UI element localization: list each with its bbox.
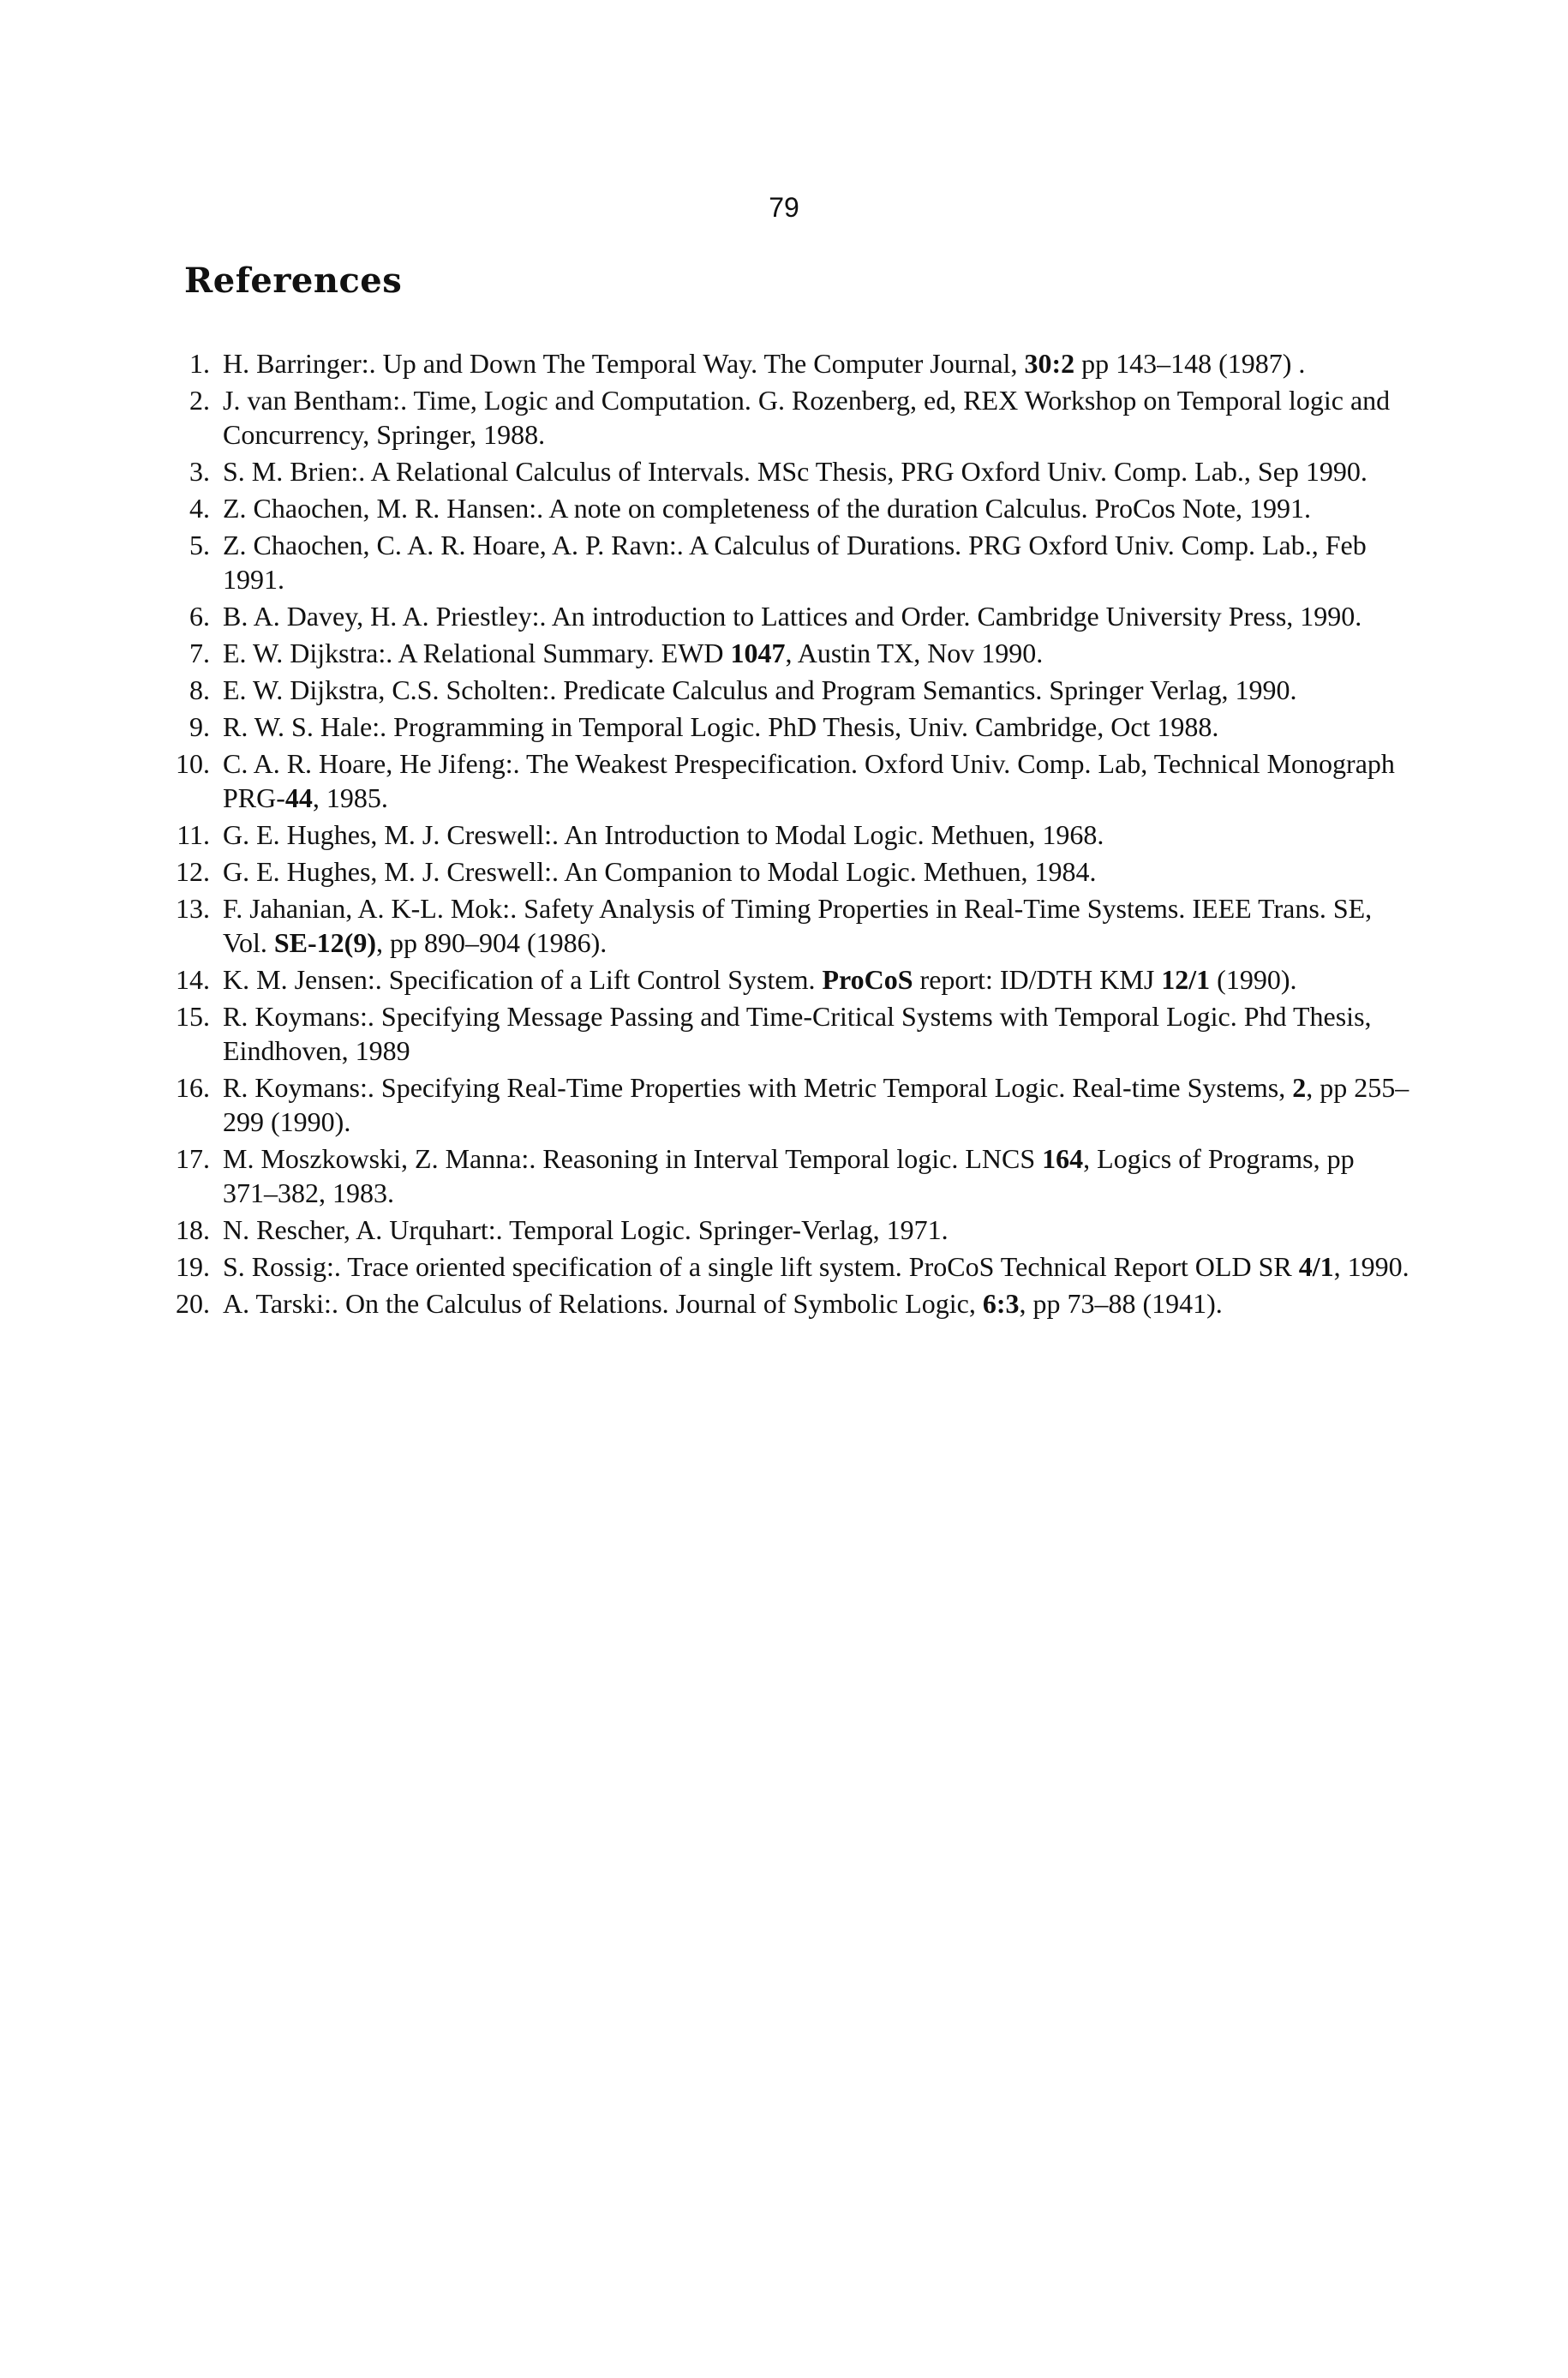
reference-number: 8. bbox=[189, 674, 210, 705]
reference-number: 11. bbox=[177, 819, 210, 850]
reference-item bbox=[0, 528, 1414, 596]
reference-text-fragment: G. E. Hughes, M. J. Creswell:. An Introduction to Modal Logic. Methuen, 1968. bbox=[223, 819, 1104, 850]
reference-item bbox=[0, 1070, 1414, 1139]
reference-text-fragment: (1990). bbox=[1210, 964, 1297, 995]
reference-item bbox=[0, 746, 1414, 815]
page-number: 79 bbox=[769, 192, 799, 223]
reference-item bbox=[0, 818, 1414, 852]
reference-bold-fragment: 164 bbox=[1042, 1143, 1084, 1174]
reference-item bbox=[0, 999, 1414, 1068]
reference-text bbox=[223, 601, 1362, 632]
reference-text bbox=[223, 348, 1305, 379]
reference-number: 12. bbox=[176, 856, 210, 887]
reference-text bbox=[223, 1072, 1409, 1137]
reference-text bbox=[223, 1251, 1409, 1282]
reference-text-fragment: R. Koymans:. Specifying Message Passing and Time-Critical Systems with Temporal Logic. Phd Thesis, Eindhoven, 1989 bbox=[223, 1001, 1372, 1066]
reference-text-fragment: M. Moszkowski, Z. Manna:. Reasoning in Interval Temporal logic. LNCS bbox=[223, 1143, 1043, 1174]
reference-bold-fragment: 1047 bbox=[730, 638, 786, 668]
reference-text bbox=[223, 638, 1043, 668]
reference-text bbox=[223, 493, 1311, 524]
reference-text bbox=[223, 819, 1104, 850]
reference-text-fragment: S. Rossig:. Trace oriented specification of a single lift system. ProCoS Technical Report OLD SR bbox=[223, 1251, 1299, 1282]
references-list bbox=[0, 346, 1568, 1323]
reference-text-fragment: F. Jahanian, A. K-L. Mok:. Safety Analysis of Timing Properties in Real-Time Systems. IEEE Trans. SE, Vol. bbox=[223, 893, 1373, 958]
reference-text bbox=[223, 1214, 949, 1245]
reference-text-fragment: , Logics of Programs, pp 371–382, 1983. bbox=[223, 1143, 1355, 1208]
reference-text-fragment: Z. Chaochen, C. A. R. Hoare, A. P. Ravn:. A Calculus of Durations. PRG Oxford Univ. Comp. Lab., Feb 1991. bbox=[223, 530, 1367, 595]
reference-item bbox=[0, 962, 1414, 997]
references-heading: References bbox=[184, 261, 403, 301]
reference-text-fragment: R. W. S. Hale:. Programming in Temporal Logic. PhD Thesis, Univ. Cambridge, Oct 1988. bbox=[223, 711, 1219, 742]
reference-bold-fragment: 30:2 bbox=[1024, 348, 1075, 379]
reference-text-fragment: C. A. R. Hoare, He Jifeng:. The Weakest Prespecification. Oxford Univ. Comp. Lab, Technical Monograph PRG- bbox=[223, 748, 1395, 813]
reference-number: 1. bbox=[189, 348, 210, 379]
reference-number: 7. bbox=[189, 638, 210, 668]
reference-text bbox=[223, 385, 1390, 450]
reference-text-fragment: A. Tarski:. On the Calculus of Relations. Journal of Symbolic Logic, bbox=[223, 1288, 983, 1319]
reference-item bbox=[0, 491, 1414, 525]
reference-text bbox=[223, 530, 1367, 595]
reference-text bbox=[223, 893, 1372, 958]
reference-number: 10. bbox=[176, 748, 210, 779]
reference-item bbox=[0, 1286, 1414, 1321]
reference-text bbox=[223, 711, 1218, 742]
reference-item bbox=[0, 891, 1414, 960]
reference-text-fragment: S. M. Brien:. A Relational Calculus of Intervals. MSc Thesis, PRG Oxford Univ. Comp. Lab., Sep 1990. bbox=[223, 456, 1368, 487]
reference-number: 20. bbox=[176, 1288, 210, 1319]
reference-number: 5. bbox=[189, 530, 210, 560]
reference-bold-fragment: 12/1 bbox=[1161, 964, 1211, 995]
reference-item bbox=[0, 1213, 1414, 1247]
reference-text bbox=[223, 748, 1395, 813]
reference-text-fragment: G. E. Hughes, M. J. Creswell:. An Companion to Modal Logic. Methuen, 1984. bbox=[223, 856, 1097, 887]
reference-item bbox=[0, 673, 1414, 707]
reference-bold-fragment: ProCoS bbox=[822, 964, 913, 995]
reference-text-fragment: , pp 255–299 (1990). bbox=[223, 1072, 1409, 1137]
reference-number: 14. bbox=[176, 964, 210, 995]
reference-number: 13. bbox=[176, 893, 210, 924]
reference-text bbox=[223, 674, 1296, 705]
reference-item bbox=[0, 1249, 1414, 1284]
reference-number: 2. bbox=[189, 385, 210, 416]
reference-text-fragment: , 1985. bbox=[312, 782, 388, 813]
reference-item bbox=[0, 346, 1414, 380]
reference-text bbox=[223, 856, 1096, 887]
reference-number: 9. bbox=[189, 711, 210, 742]
reference-item bbox=[0, 599, 1414, 633]
reference-bold-fragment: 6:3 bbox=[982, 1288, 1020, 1319]
reference-text-fragment: , pp 73–88 (1941). bbox=[1019, 1288, 1223, 1319]
reference-number: 15. bbox=[176, 1001, 210, 1032]
reference-text-fragment: J. van Bentham:. Time, Logic and Computation. G. Rozenberg, ed, REX Workshop on Temporal logic and Concurrency, Springer, 1988. bbox=[223, 385, 1391, 450]
reference-text bbox=[223, 456, 1368, 487]
reference-text-fragment: E. W. Dijkstra:. A Relational Summary. EWD bbox=[223, 638, 731, 668]
reference-text-fragment: R. Koymans:. Specifying Real-Time Properties with Metric Temporal Logic. Real-time Systems, bbox=[223, 1072, 1293, 1103]
reference-text-fragment: , 1990. bbox=[1333, 1251, 1409, 1282]
reference-text-fragment: H. Barringer:. Up and Down The Temporal Way. The Computer Journal, bbox=[223, 348, 1025, 379]
reference-item bbox=[0, 383, 1414, 452]
reference-bold-fragment: 2 bbox=[1292, 1072, 1307, 1103]
reference-bold-fragment: SE-12(9) bbox=[273, 927, 376, 958]
reference-item bbox=[0, 454, 1414, 488]
reference-text-fragment: , Austin TX, Nov 1990. bbox=[785, 638, 1044, 668]
reference-number: 4. bbox=[189, 493, 210, 524]
reference-item bbox=[0, 636, 1414, 670]
reference-number: 19. bbox=[176, 1251, 210, 1282]
reference-text bbox=[223, 1288, 1223, 1319]
reference-text-fragment: B. A. Davey, H. A. Priestley:. An introduction to Lattices and Order. Cambridge University Press, 1990. bbox=[223, 601, 1362, 632]
reference-item bbox=[0, 710, 1414, 744]
reference-text bbox=[223, 1143, 1355, 1208]
reference-number: 6. bbox=[189, 601, 210, 632]
reference-text bbox=[223, 964, 1296, 995]
reference-bold-fragment: 44 bbox=[284, 782, 313, 813]
reference-text-fragment: N. Rescher, A. Urquhart:. Temporal Logic. Springer-Verlag, 1971. bbox=[223, 1214, 949, 1245]
reference-text-fragment: K. M. Jensen:. Specification of a Lift Control System. bbox=[223, 964, 823, 995]
reference-text bbox=[223, 1001, 1372, 1066]
reference-text-fragment: report: ID/DTH KMJ bbox=[913, 964, 1162, 995]
reference-text-fragment: Z. Chaochen, M. R. Hansen:. A note on completeness of the duration Calculus. ProCos Note, 1991. bbox=[223, 493, 1312, 524]
reference-text-fragment: , pp 890–904 (1986). bbox=[375, 927, 607, 958]
reference-text-fragment: pp 143–148 (1987) . bbox=[1074, 348, 1306, 379]
reference-item bbox=[0, 1141, 1414, 1210]
reference-text-fragment: E. W. Dijkstra, C.S. Scholten:. Predicate Calculus and Program Semantics. Springer Verlag, 1990. bbox=[223, 674, 1297, 705]
reference-item bbox=[0, 854, 1414, 889]
reference-number: 3. bbox=[189, 456, 210, 487]
reference-number: 17. bbox=[176, 1143, 210, 1174]
reference-number: 18. bbox=[176, 1214, 210, 1245]
reference-bold-fragment: 4/1 bbox=[1298, 1251, 1334, 1282]
reference-number: 16. bbox=[176, 1072, 210, 1103]
